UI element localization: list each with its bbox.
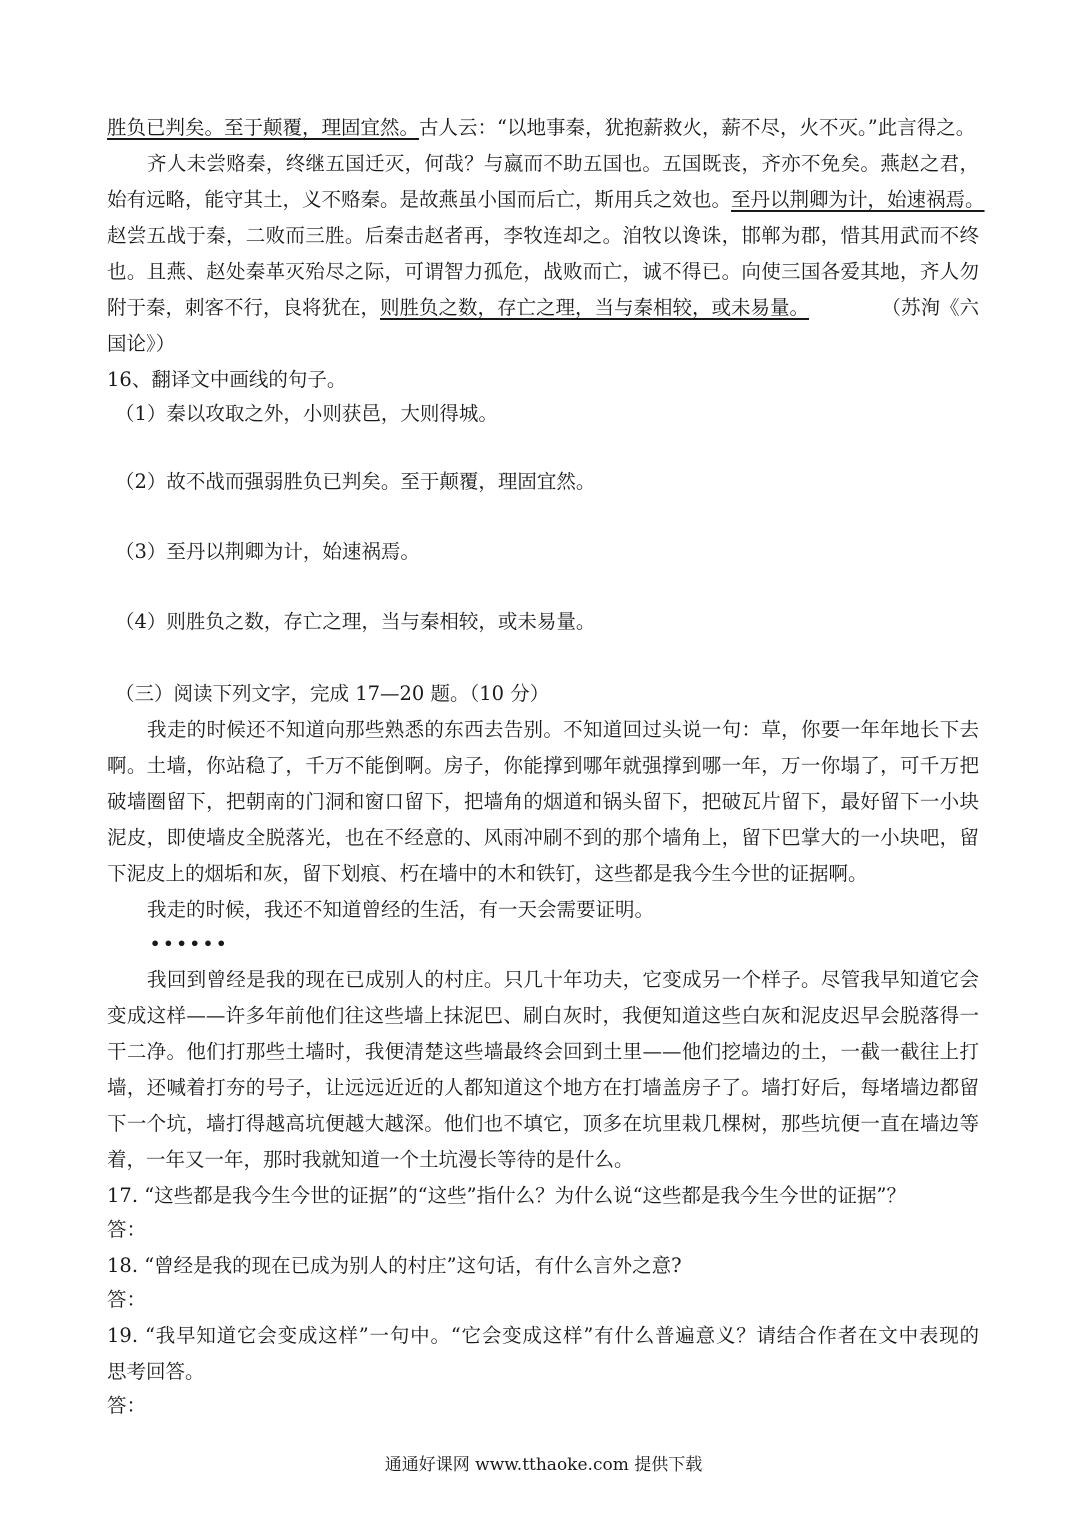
p1-line-4: 泥皮，即使墙皮全脱落光，也在不经意的、风雨冲刷不到的那个墙角上，留下巴掌大的一小块吧，留: [107, 826, 979, 849]
p3-line-6: 着，一年又一年，那时我就知道一个土坑漫长等待的是什么。: [107, 1148, 634, 1171]
q16-title: 16、翻译文中画线的句子。: [107, 368, 347, 391]
q17-text: 17. “这些都是我今生今世的证据”的“这些”指什么？为什么说“这些都是我今生今世的证据”？: [107, 1184, 907, 1207]
underlined-sentence-3: 至丹以荆卿为计，始速祸焉。: [731, 188, 985, 211]
p3-line-2: 变成这样——许多年前他们往这些墙上抹泥巴、刷白灰时，我便知道这些白灰和泥皮迟早会脱落得一: [107, 1004, 979, 1027]
source-citation: （苏洵《六: [881, 296, 979, 319]
ellipsis-dots: ••••••: [150, 934, 230, 953]
q19-answer-label: 答：: [107, 1394, 147, 1417]
passage-line-4: 赵尝五战于秦，二败而三胜。后秦击赵者再，李牧连却之。洎牧以谗诛，邯郸为郡，惜其用武而不终: [107, 224, 979, 247]
p3-line-1: 我回到曾经是我的现在已成别人的村庄。只几十年功夫，它变成另一个样子。尽管我早知道它会: [147, 968, 979, 991]
q19-text-line-1: 19. “我早知道它会变成这样”一句中。“它会变成这样”有什么普遍意义？请结合作者在文中表现的: [107, 1324, 979, 1347]
p1-line-3: 破墙圈留下，把朝南的门洞和窗口留下，把墙角的烟道和锅头留下，把破瓦片留下，最好留下一小块: [107, 790, 979, 813]
q16-item-2: （2）故不战而强弱胜负已判矣。至于颠覆，理固宜然。: [115, 470, 596, 493]
p2-line: 我走的时候，我还不知道曾经的生活，有一天会需要证明。: [147, 898, 655, 921]
q18-answer-label: 答：: [107, 1288, 147, 1311]
passage-line-7: 国论》）: [107, 332, 176, 355]
p1-line-1: 我走的时候还不知道向那些熟悉的东西去告别。不知道回过头说一句：草，你要一年年地长下去: [147, 718, 979, 741]
q16-item-3: （3）至丹以荆卿为计，始速祸焉。: [115, 540, 420, 563]
passage-line-2: 齐人未尝赂秦，终继五国迁灭，何哉？与嬴而不助五国也。五国既丧，齐亦不免矣。燕赵之君，: [147, 152, 979, 175]
passage-line-5: 也。且燕、赵处秦革灭殆尽之际，可谓智力孤危，战败而亡，诚不得已。向使三国各爱其地，齐人勿: [107, 260, 979, 283]
section3-title: （三）阅读下列文字，完成 17—20 题。（10 分）: [115, 682, 550, 705]
page-footer: 通通好课网 www.tthaoke.com 提供下载: [384, 1455, 703, 1475]
q16-item-4: （4）则胜负之数，存亡之理，当与秦相较，或未易量。: [115, 610, 596, 633]
passage-line-3: 始有远略，能守其土，义不赂秦。是故燕虽小国而后亡，斯用兵之效也。至丹以荆卿为计，始速祸焉。: [107, 188, 985, 211]
passage-line-1: 胜负已判矣。至于颠覆，理固宜然。古人云：“以地事秦，犹抱薪救火，薪不尽，火不灭。”此言得之。: [107, 116, 976, 139]
p3-line-5: 下一个坑，墙打得越高坑便越大越深。他们也不填它，顶多在坑里栽几棵树，那些坑便一直在墙边等: [107, 1112, 979, 1135]
q18-text: 18. “曾经是我的现在已成为别人的村庄”这句话，有什么言外之意?: [107, 1254, 682, 1277]
underlined-sentence-2: 胜负已判矣。至于颠覆，理固宜然。: [107, 116, 420, 139]
underlined-sentence-4: 则胜负之数，存亡之理，当与秦相较，或未易量。: [380, 296, 810, 319]
p1-line-2: 啊。土墙，你站稳了，千万不能倒啊。房子，你能撑到哪年就强撑到哪一年，万一你塌了，可千万把: [107, 754, 979, 777]
p3-line-4: 墙，还喊着打夯的号子，让远远近近的人都知道这个地方在打墙盖房子了。墙打好后，每堵墙边都留: [107, 1076, 979, 1099]
p3-line-3: 干二净。他们打那些土墙时，我便清楚这些墙最终会回到土里——他们挖墙边的土，一截一截往上打: [107, 1040, 979, 1063]
p1-line-5: 下泥皮上的烟垢和灰，留下划痕、朽在墙中的木和铁钉，这些都是我今生今世的证据啊。: [107, 862, 868, 885]
q17-answer-label: 答：: [107, 1218, 147, 1241]
q16-item-1: （1）秦以攻取之外，小则获邑，大则得城。: [115, 402, 498, 425]
q19-text-line-2: 思考回答。: [107, 1360, 205, 1383]
passage-line-6: 附于秦，刺客不行，良将犹在，则胜负之数，存亡之理，当与秦相较，或未易量。 （苏洵《六: [107, 290, 979, 326]
